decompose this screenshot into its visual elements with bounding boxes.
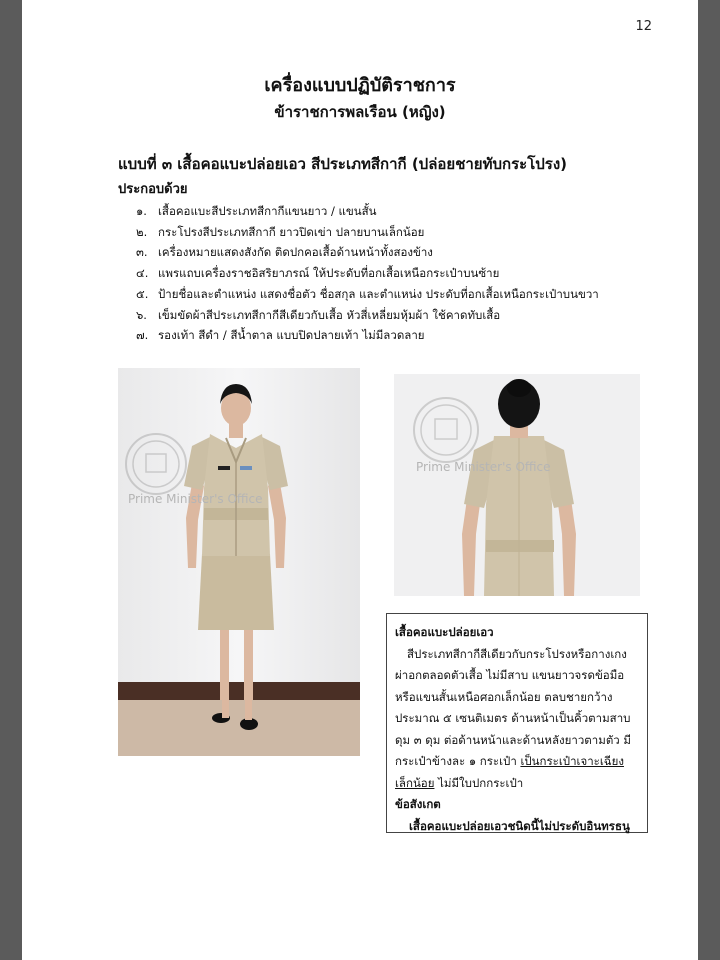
list-item [136,325,599,346]
item-text: เครื่องหมายแสดงสังกัด ติดปกคอเสื้อด้านหน้าทั้งสองข้าง [158,245,433,260]
list-item [136,201,599,222]
photo-watermark-text: Prime Minister's Office [416,460,551,474]
description-text: สีประเภทสีกากีสีเดียวกับกระโปรงหรือกางเกง ผ่าอกตลอดตัวเสื้อ ไม่มีสาบ แขนยาวจรดข้อมือหรือแขนสั้นเหนือศอกเล็กน้อย ตลบชายกว้างประมาณ ๕ เซนติเมตร ด้านหน้าเป็นคิ้วตามสาบ ดุม ๓ ดุม ต่อด้านหน้าและด้านหลังยาวตามตัว มีกระเป๋าข้างละ ๑ กระเป๋า [395,646,631,768]
note-label: ข้อสังเกต [395,797,441,811]
description-heading: เสื้อคอแบะปล่อยเอว [395,625,494,639]
list-item [136,242,599,263]
uniform-back-photo [394,374,640,596]
document-title: เครื่องแบบปฏิบัติราชการ [264,75,456,96]
uniform-front-illustration [118,368,360,756]
item-number: ๒. [136,224,148,239]
note-text: เสื้อคอแบะปล่อยเอวชนิดนี้ไม่ประดับอินทรธนู [409,818,630,833]
list-item [136,284,599,305]
description-box [386,613,648,833]
photo-watermark-text: Prime Minister's Office [128,492,263,506]
page-number: 12 [635,19,652,34]
item-number: ๖. [136,307,147,322]
list-item [136,222,599,243]
uniform-back-illustration [394,374,640,596]
uniform-front-photo [118,368,360,756]
description-text: ไม่มีใบปกกระเป๋า [434,775,524,790]
item-number: ๑. [136,204,147,218]
item-text: ป้ายชื่อและตำแหน่ง แสดงชื่อตัว ชื่อสกุล และตำแหน่ง ประดับที่อกเสื้อเหนือกระเป๋าบนขวา [158,286,599,301]
item-text: รองเท้า สีดำ / สีน้ำตาล แบบปิดปลายเท้า ไม่มีลวดลาย [158,328,425,343]
list-item [136,305,599,326]
description-underlined-text: เป็นกระเป๋าเจาะเฉียงเล็กน้อย [395,754,624,790]
document-page [22,0,698,960]
item-text: เข็มขัดผ้าสีประเภทสีกากีสีเดียวกับเสื้อ หัวสี่เหลี่ยมหุ้มผ้า ใช้คาดทับเสื้อ [158,307,501,322]
item-text: แพรแถบเครื่องราชอิสริยาภรณ์ ให้ประดับที่อกเสื้อเหนือกระเป๋าบนซ้าย [158,266,500,281]
item-text: เสื้อคอแบะสีประเภทสีกากีแขนยาว / แขนสั้น [158,204,377,218]
item-number: ๗. [136,328,149,343]
list-item [136,263,599,284]
components-label: ประกอบด้วย [118,182,188,197]
item-number: ๕. [136,286,149,301]
style-heading: แบบที่ ๓ เสื้อคอแบะปล่อยเอว สีประเภทสีกากี (ปล่อยชายทับกระโปรง) [118,155,568,173]
item-number: ๓. [136,245,148,260]
components-list [136,201,599,346]
item-number: ๔. [136,266,149,281]
document-subtitle: ข้าราชการพลเรือน (หญิง) [274,103,446,121]
description-body [395,644,641,795]
item-text: กระโปรงสีประเภทสีกากี ยาวปิดเข่า ปลายบานเล็กน้อย [158,224,425,239]
